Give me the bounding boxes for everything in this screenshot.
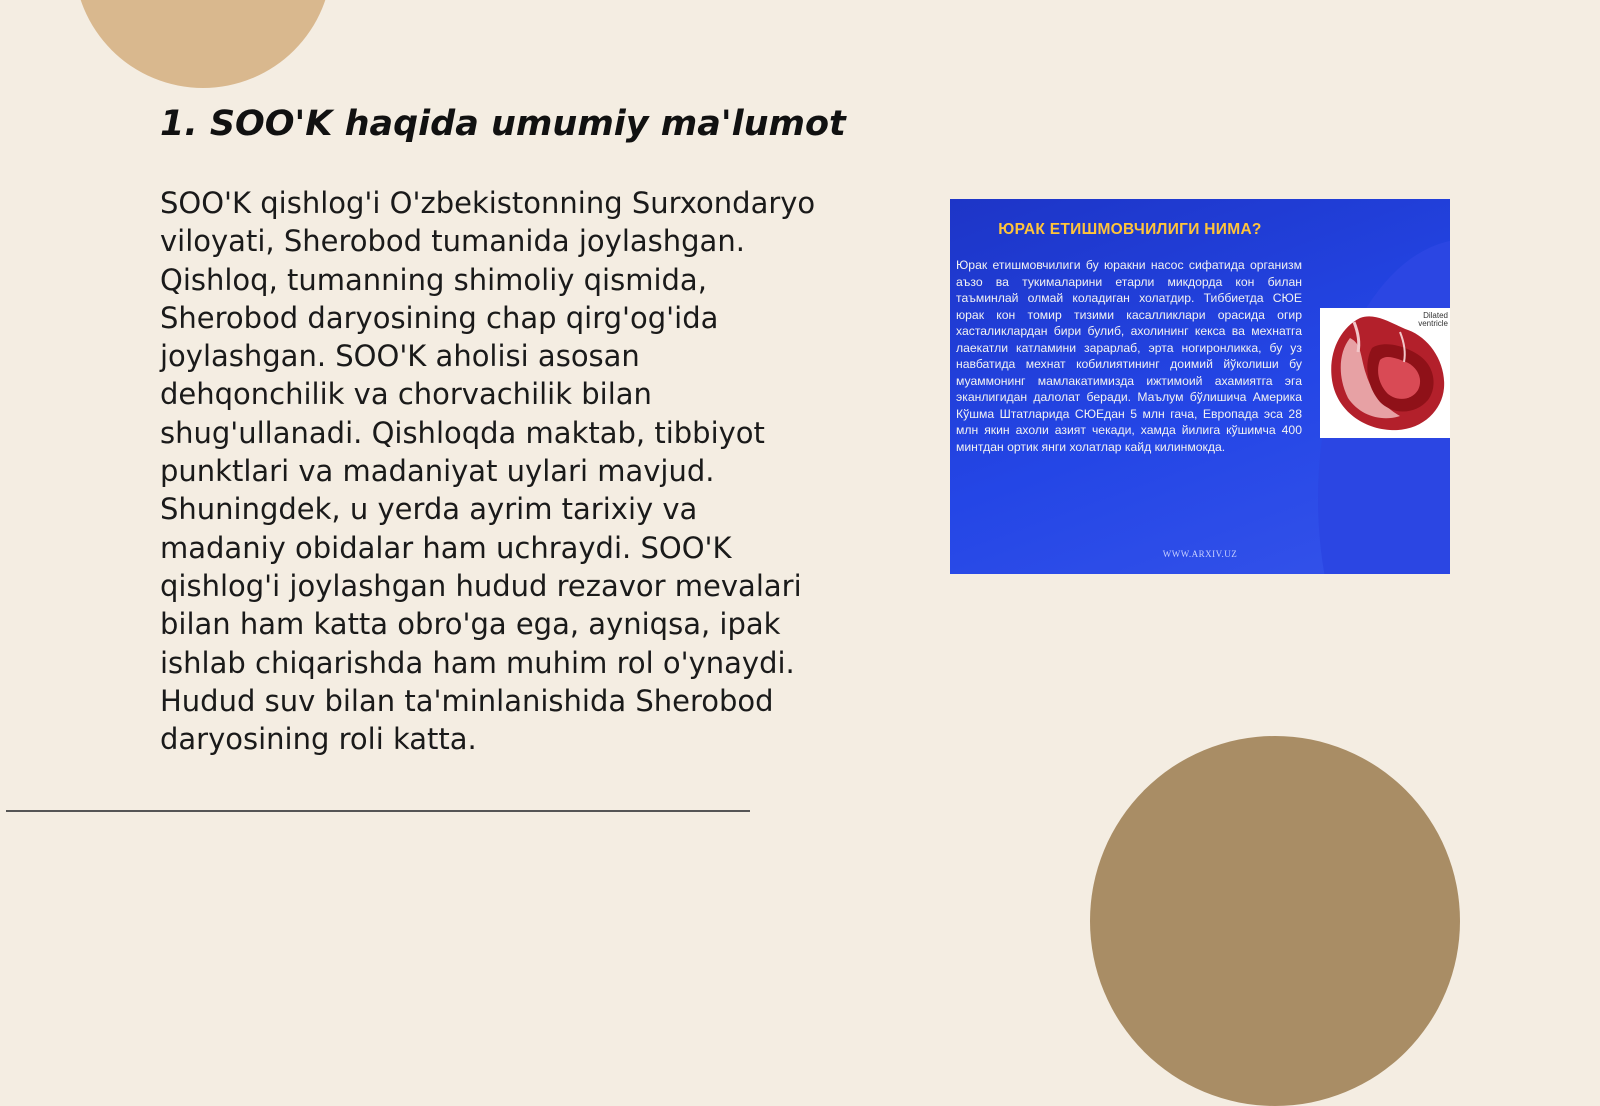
heart-label: Dilated ventricle xyxy=(1418,311,1448,328)
image-slide-title: ЮРАК ЕТИШМОВЧИЛИГИ НИМА? xyxy=(998,221,1262,238)
heart-illustration xyxy=(1320,308,1450,438)
slide-body-text: SOO'K qishlog'i O'zbekistonning Surxondaryo viloyati, Sherobod tumanida joylashgan. Qishloq, tumanning shimoliy qismida, Sherobod daryosining chap qirg'og'ida joylashgan. SOO'K aholisi asosan dehqonchilik va chorvachilik bilan shug'ullanadi. Qishloqda maktab, tibbiyot punktlari va madaniyat uylari mavjud. Shuningdek, u yerda ayrim tarixiy va madaniy obidalar ham uchraydi. SOO'K qishlog'i joylashgan hudud rezavor mevalari bilan ham katta obro'ga ega, ayniqsa, ipak ishlab chiqarishda ham muhim rol o'ynaydi. Hudud suv bilan ta'minlanishida Sherobod daryosining roli katta. xyxy=(160,186,816,757)
slide-title: 1. SOO'K haqida umumiy ma'lumot xyxy=(160,104,846,144)
decorative-circle-bottom xyxy=(1090,736,1460,1106)
image-slide-text: Юрак етишмовчилиги бу юракни насос сифатида организм аъзо ва тукималарини етарли микдорда кон билан таъминлай олмай коладиган холатдир. Тиббиетда СЮЕ юрак кон томир тизими касалликлари орасида огир хасталиклардан бири булиб, ахолининг кекса ва мехнатга лаекатли катламини зарарлаб, эрта ногиронликка, бу уз навбатида мехнат кобилиятининг доимий йўколиши бу муаммонинг мамлакатимизда ижтимоий ахамиятга эга эканлигидан далолат беради. Маълум бўлишича Америка Кўшма Штатларида СЮЕдан 5 млн гача, Европада эса 28 млн якин ахоли азият чекади, хамда йилига кўшимча 400 минтдан ортик янги холатлар кайд килинмокда. xyxy=(956,258,1302,454)
decorative-circle-top xyxy=(74,0,332,88)
image-footer-url: WWW.ARXIV.UZ xyxy=(1162,549,1238,559)
embedded-slide-image xyxy=(950,199,1450,574)
divider-line xyxy=(6,810,750,812)
